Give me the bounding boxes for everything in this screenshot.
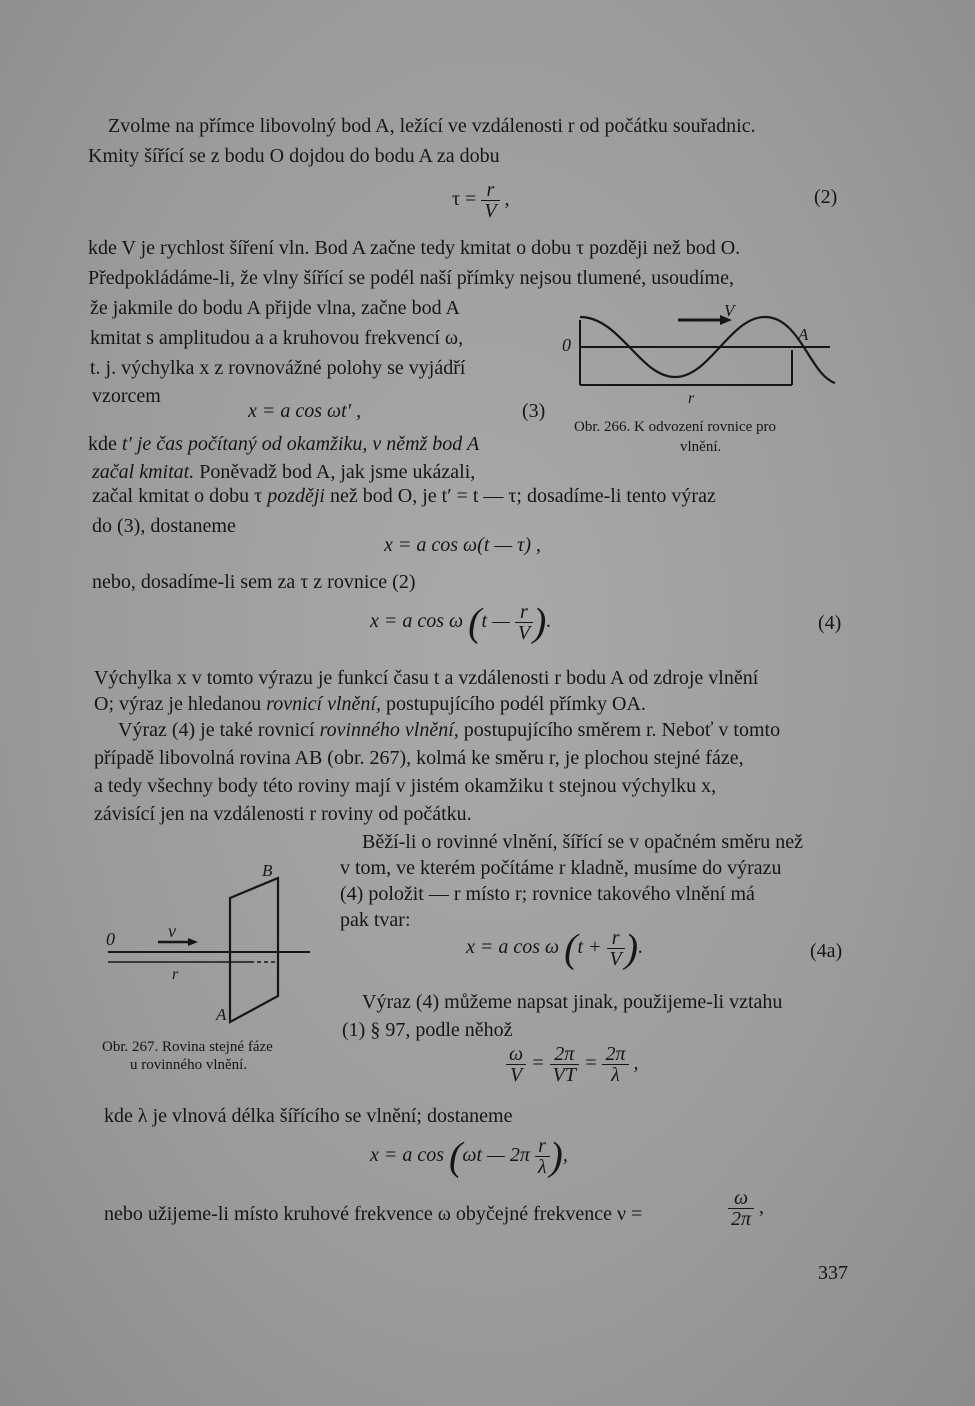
page-number: 337 (818, 1262, 848, 1284)
text-line: Výchylka x v tomto výrazu je funkcí času t a vzdálenosti r bodu A od zdroje vlnění (94, 667, 759, 689)
relation-omega: $\frac{\omega}{V}$ = $\frac{2\pi}{VT}$ = $\frac{2\pi}{\lambda}$ , (506, 1044, 639, 1085)
equation-4: x = a cos ω (t — $\frac{r}{V}$ ). (370, 599, 552, 645)
text-line: O; výraz je hledanou rovnicí vlnění, postupujícího podél přímky OA. (94, 693, 646, 715)
figure-267-plane (100, 862, 330, 1032)
fig267-label-b: B (262, 861, 273, 880)
text-line: kmitat s amplitudou a a kruhovou frekvencí ω, (90, 327, 464, 349)
text-line: (1) § 97, podle něhož (342, 1019, 513, 1041)
text-line: závisící jen na vzdálenosti r roviny od počátku. (94, 803, 472, 825)
equation-number: (2) (814, 186, 838, 208)
text-line: případě libovolná rovina AB (obr. 267), kolmá ke směru r, je plochou stejné fáze, (94, 747, 744, 769)
text-line: kde t′ je čas počítaný od okamžiku, v němž bod A (88, 433, 480, 455)
text-line: Kmity šířící se z bodu O dojdou do bodu A za dobu (88, 145, 500, 167)
equation-4a: x = a cos ω (t + $\frac{r}{V}$ ). (466, 925, 644, 971)
fig267-label-r: r (172, 966, 179, 983)
figure-266-caption: vlnění. (680, 439, 722, 455)
figure-266-caption: Obr. 266. K odvození rovnice pro (574, 419, 777, 435)
figure-266-wave (560, 295, 840, 410)
figure-267-caption: Obr. 267. Rovina stejné fáze (102, 1039, 273, 1055)
text-line: kde λ je vlnová délka šířícího se vlnění; dostaneme (104, 1105, 513, 1127)
text-line: v tom, ve kterém počítáme r kladně, musíme do výrazu (340, 857, 782, 879)
text-line: nebo, dosadíme-li sem za τ z rovnice (2) (92, 571, 416, 593)
text-line: t. j. výchylka x z rovnovážné polohy se vyjádří (90, 357, 466, 379)
equation-2: τ = $\frac{r}{V}$ , (452, 179, 510, 222)
equation-3: x = a cos ωt′ , (248, 400, 362, 422)
fig266-label-o: 0 (562, 335, 571, 355)
fig266-label-v: V (724, 301, 735, 320)
fig267-label-o: 0 (106, 929, 115, 949)
figure-267-caption: u rovinného vlnění. (130, 1057, 248, 1073)
text-line: kde V je rychlost šíření vln. Bod A začne tedy kmitat o dobu τ později než bod O. (88, 237, 741, 259)
fig267-label-a: A (216, 1005, 227, 1024)
text-line: do (3), dostaneme (92, 515, 236, 537)
equation-5: x = a cos (ωt — 2π $\frac{r}{\lambda}$ ), (370, 1133, 568, 1179)
text-line: Zvolme na přímce libovolný bod A, ležící ve vzdálenosti r od počátku souřadnic. (108, 115, 756, 137)
text-line: (4) položit — r místo r; rovnice takového vlnění má (340, 883, 755, 905)
equation-3b: x = a cos ω(t — τ) , (384, 534, 541, 556)
equation-number: (4) (818, 612, 842, 634)
equation-number: (4a) (810, 940, 843, 962)
text-line: Výraz (4) můžeme napsat jinak, použijeme-li vztahu (362, 991, 783, 1013)
text-line: začal kmitat o dobu τ později než bod O, je t′ = t — τ; dosadíme-li tento výraz (92, 485, 716, 507)
text-line: Běží-li o rovinné vlnění, šířící se v opačném směru než (362, 831, 803, 853)
nu-fraction: $\frac{\omega}{2\pi}$ , (728, 1188, 764, 1229)
text-line: že jakmile do bodu A přijde vlna, začne bod A (90, 297, 460, 319)
text-line: začal kmitat. Poněvadž bod A, jak jsme ukázali, (92, 461, 476, 483)
text-line: vzorcem (92, 385, 161, 407)
text-line: a tedy všechny body této roviny mají v jistém okamžiku t stejnou výchylku x, (94, 775, 717, 797)
text-line: nebo užijeme-li místo kruhové frekvence ω obyčejné frekvence ν = (104, 1203, 643, 1225)
fig266-label-a: A (798, 325, 809, 344)
text-line: Výraz (4) je také rovnicí rovinného vlnění, postupujícího směrem r. Neboť v tomto (118, 719, 781, 741)
equation-number: (3) (522, 400, 546, 422)
fig267-label-v: v (168, 921, 176, 941)
text-line: Předpokládáme-li, že vlny šířící se podél naší přímky nejsou tlumené, usoudíme, (88, 267, 734, 289)
fig266-label-r: r (688, 390, 695, 407)
text-line: pak tvar: (340, 909, 411, 931)
